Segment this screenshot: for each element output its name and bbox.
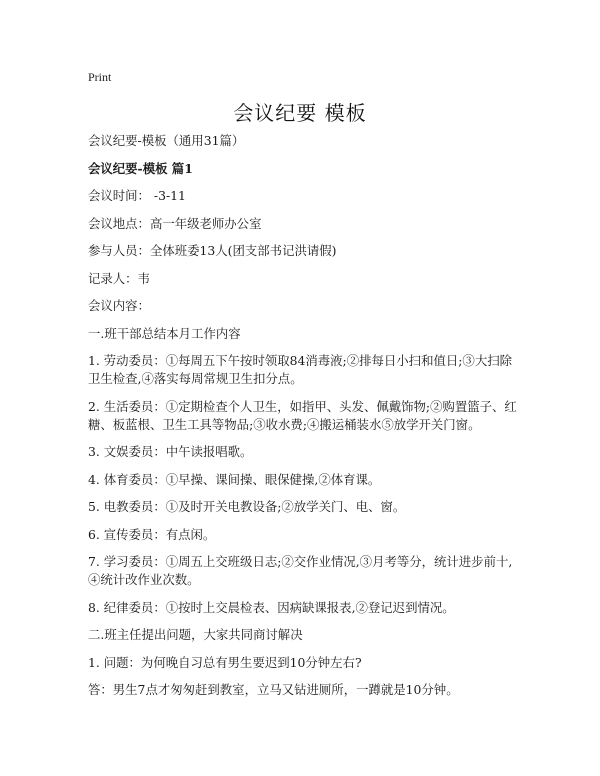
list-item: 2. 生活委员：①定期检查个人卫生，如指甲、头发、佩戴饰物;②购置篮子、红糖、板蓝根、卫生工具等物品;③收水费;④搬运桶装水⑤放学开关门窗。 xyxy=(88,398,517,432)
question-item: 1. 问题：为何晚自习总有男生要迟到10分钟左右? xyxy=(88,654,362,670)
subtitle-paragraph: 会议纪要-模板（通用31篇） xyxy=(88,133,245,148)
print-label[interactable]: Print xyxy=(88,70,112,84)
answer-item: 答：男生7点才匆匆赶到教室，立马又钻进厕所，一蹲就是10分钟。 xyxy=(88,682,459,697)
participants: 参与人员：全体班委13人(团支部书记洪请假) xyxy=(88,243,337,258)
list-item: 6. 宣传委员：有点闲。 xyxy=(88,526,216,542)
meeting-time: 会议时间： -3-11 xyxy=(88,188,186,203)
list-item: 3. 文娱委员：中午读报唱歌。 xyxy=(88,444,253,459)
document-body xyxy=(88,132,518,709)
meeting-content-label: 会议内容： xyxy=(88,298,150,313)
list-item: 7. 学习委员：①周五上交班级日志;②交作业情况,③月考等分，统计进步前十,④统计改作业次数。 xyxy=(88,554,513,587)
part-one-heading: 一.班干部总结本月工作内容 xyxy=(88,325,241,341)
page-title: 会议纪要 模板 xyxy=(233,101,367,125)
section-heading: 会议纪要-模板 篇1 xyxy=(88,160,193,176)
meeting-location: 会议地点：高一年级老师办公室 xyxy=(88,215,262,231)
list-item: 4. 体育委员：①早操、课间操、眼保健操,②体育课。 xyxy=(88,471,381,487)
list-item: 5. 电教委员：①及时开关电教设备;②放学关门、电、窗。 xyxy=(88,499,406,514)
part-two-heading: 二.班主任提出问题，大家共同商讨解决 xyxy=(88,627,303,642)
recorder: 记录人：韦 xyxy=(88,270,150,286)
list-item: 1. 劳动委员：①每周五下午按时领取84消毒液;②排每日小扫和值日;③大扫除卫生检查,④落实每周常规卫生扣分点。 xyxy=(88,353,512,386)
list-item: 8. 纪律委员：①按时上交晨检表、因病缺课报表,②登记迟到情况。 xyxy=(88,599,455,615)
